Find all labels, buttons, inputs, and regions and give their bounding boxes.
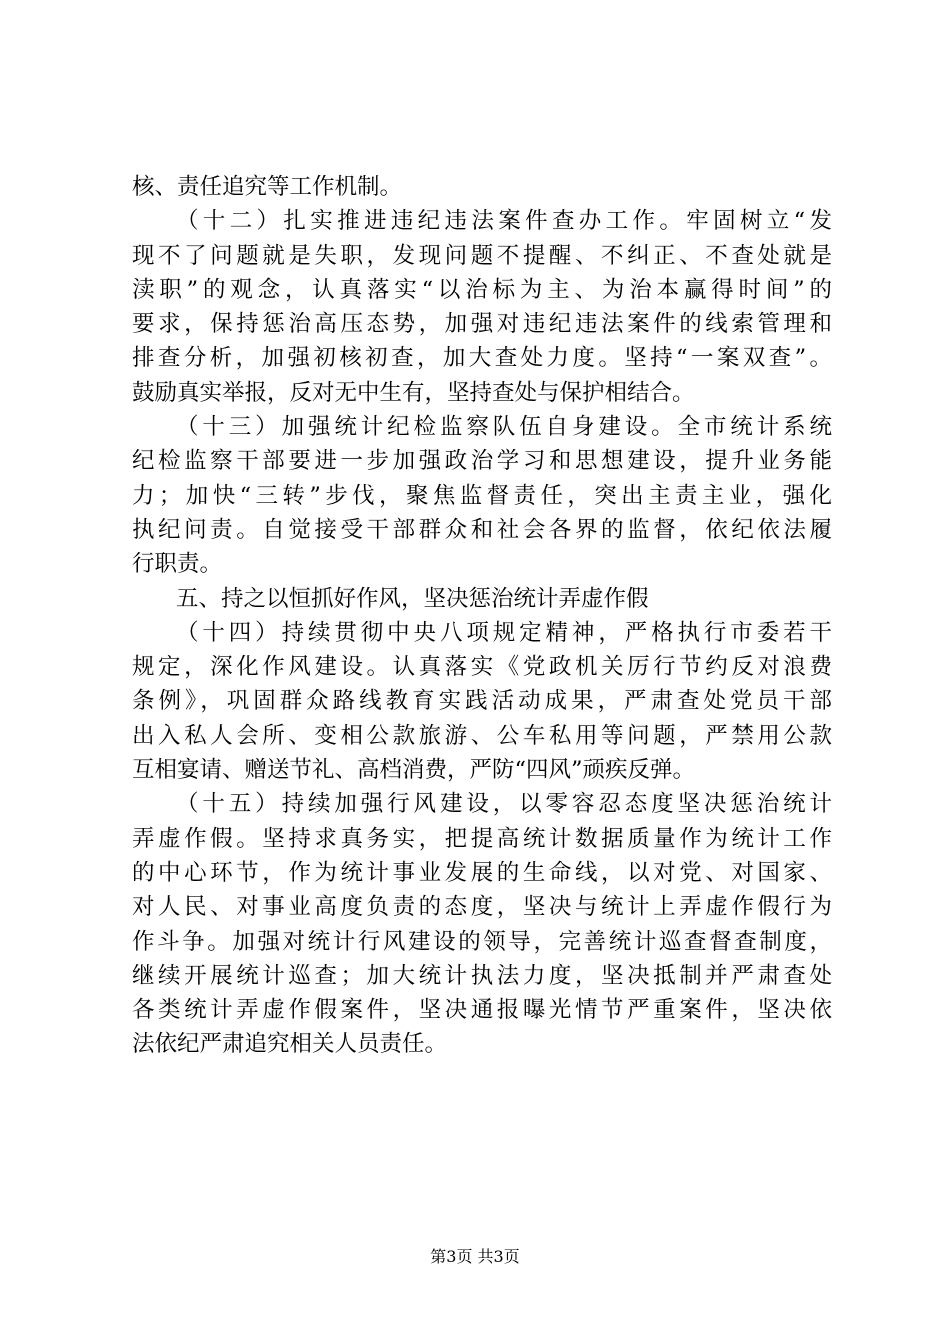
text-line: 各类统计弄虚作假案件，坚决通报曝光情节严重案件，坚决依	[132, 997, 832, 1024]
text-line: 互相宴请、赠送节礼、高档消费，严防“四风”顽疾反弹。	[132, 757, 696, 784]
text-line: 继续开展统计巡查；加大统计执法力度，坚决抵制并严肃查处	[132, 962, 832, 989]
text-line: 法依纪严肃追究相关人员责任。	[132, 1031, 448, 1058]
text-line: 执纪问责。自觉接受干部群众和社会各界的监督，依纪依法履	[132, 516, 832, 543]
text-line: 条例》，巩固群众路线教育实践活动成果，严肃查处党员干部	[132, 688, 832, 715]
text-line: 行职责。	[132, 551, 223, 578]
text-line: 对人民、对事业高度负责的态度，坚决与统计上弄虚作假行为	[132, 894, 832, 921]
text-line: 现不了问题就是失职，发现问题不提醒、不纠正、不查处就是	[132, 242, 832, 269]
paragraph-heading-13: （十三）加强统计纪检监察队伍自身建设。全市统计系统	[176, 414, 832, 441]
text-line: 要求，保持惩治高压态势，加强对违纪违法案件的线索管理和	[132, 311, 832, 338]
text-line: 弄虚作假。坚持求真务实，把提高统计数据质量作为统计工作	[132, 825, 832, 852]
document-body	[132, 170, 832, 1062]
paragraph-heading-15: （十五）持续加强行风建设，以零容忍态度坚决惩治统计	[176, 791, 832, 818]
text-line: 鼓励真实举报，反对无中生有，坚持查处与保护相结合。	[132, 379, 695, 406]
section-heading-5: 五、持之以恒抓好作风，坚决惩治统计弄虚作假	[176, 585, 649, 612]
paragraph-heading-12: （十二）扎实推进违纪违法案件查办工作。牢固树立“发	[176, 208, 832, 235]
text-line: 核、责任追究等工作机制。	[132, 174, 403, 200]
text-line: 纪检监察干部要进一步加强政治学习和思想建设，提升业务能	[132, 448, 832, 475]
text-line: 的中心环节，作为统计事业发展的生命线，以对党、对国家、	[132, 859, 832, 886]
text-line: 排查分析，加强初核初查，加大查处力度。坚持“一案双查”。	[132, 345, 832, 372]
text-line: 渎职”的观念，认真落实“以治标为主、为治本赢得时间”的	[132, 276, 832, 303]
text-line: 力；加快“三转”步伐，聚焦监督责任，突出主责主业，强化	[132, 482, 832, 509]
text-line: 出入私人会所、变相公款旅游、公车私用等问题，严禁用公款	[132, 722, 832, 749]
paragraph-heading-14: （十四）持续贯彻中央八项规定精神，严格执行市委若干	[176, 619, 832, 646]
page-number-footer: 第3页 共3页	[430, 1247, 520, 1266]
text-line: 规定，深化作风建设。认真落实《党政机关厉行节约反对浪费	[132, 654, 832, 681]
text-line: 作斗争。加强对统计行风建设的领导，完善统计巡查督查制度，	[132, 928, 832, 955]
